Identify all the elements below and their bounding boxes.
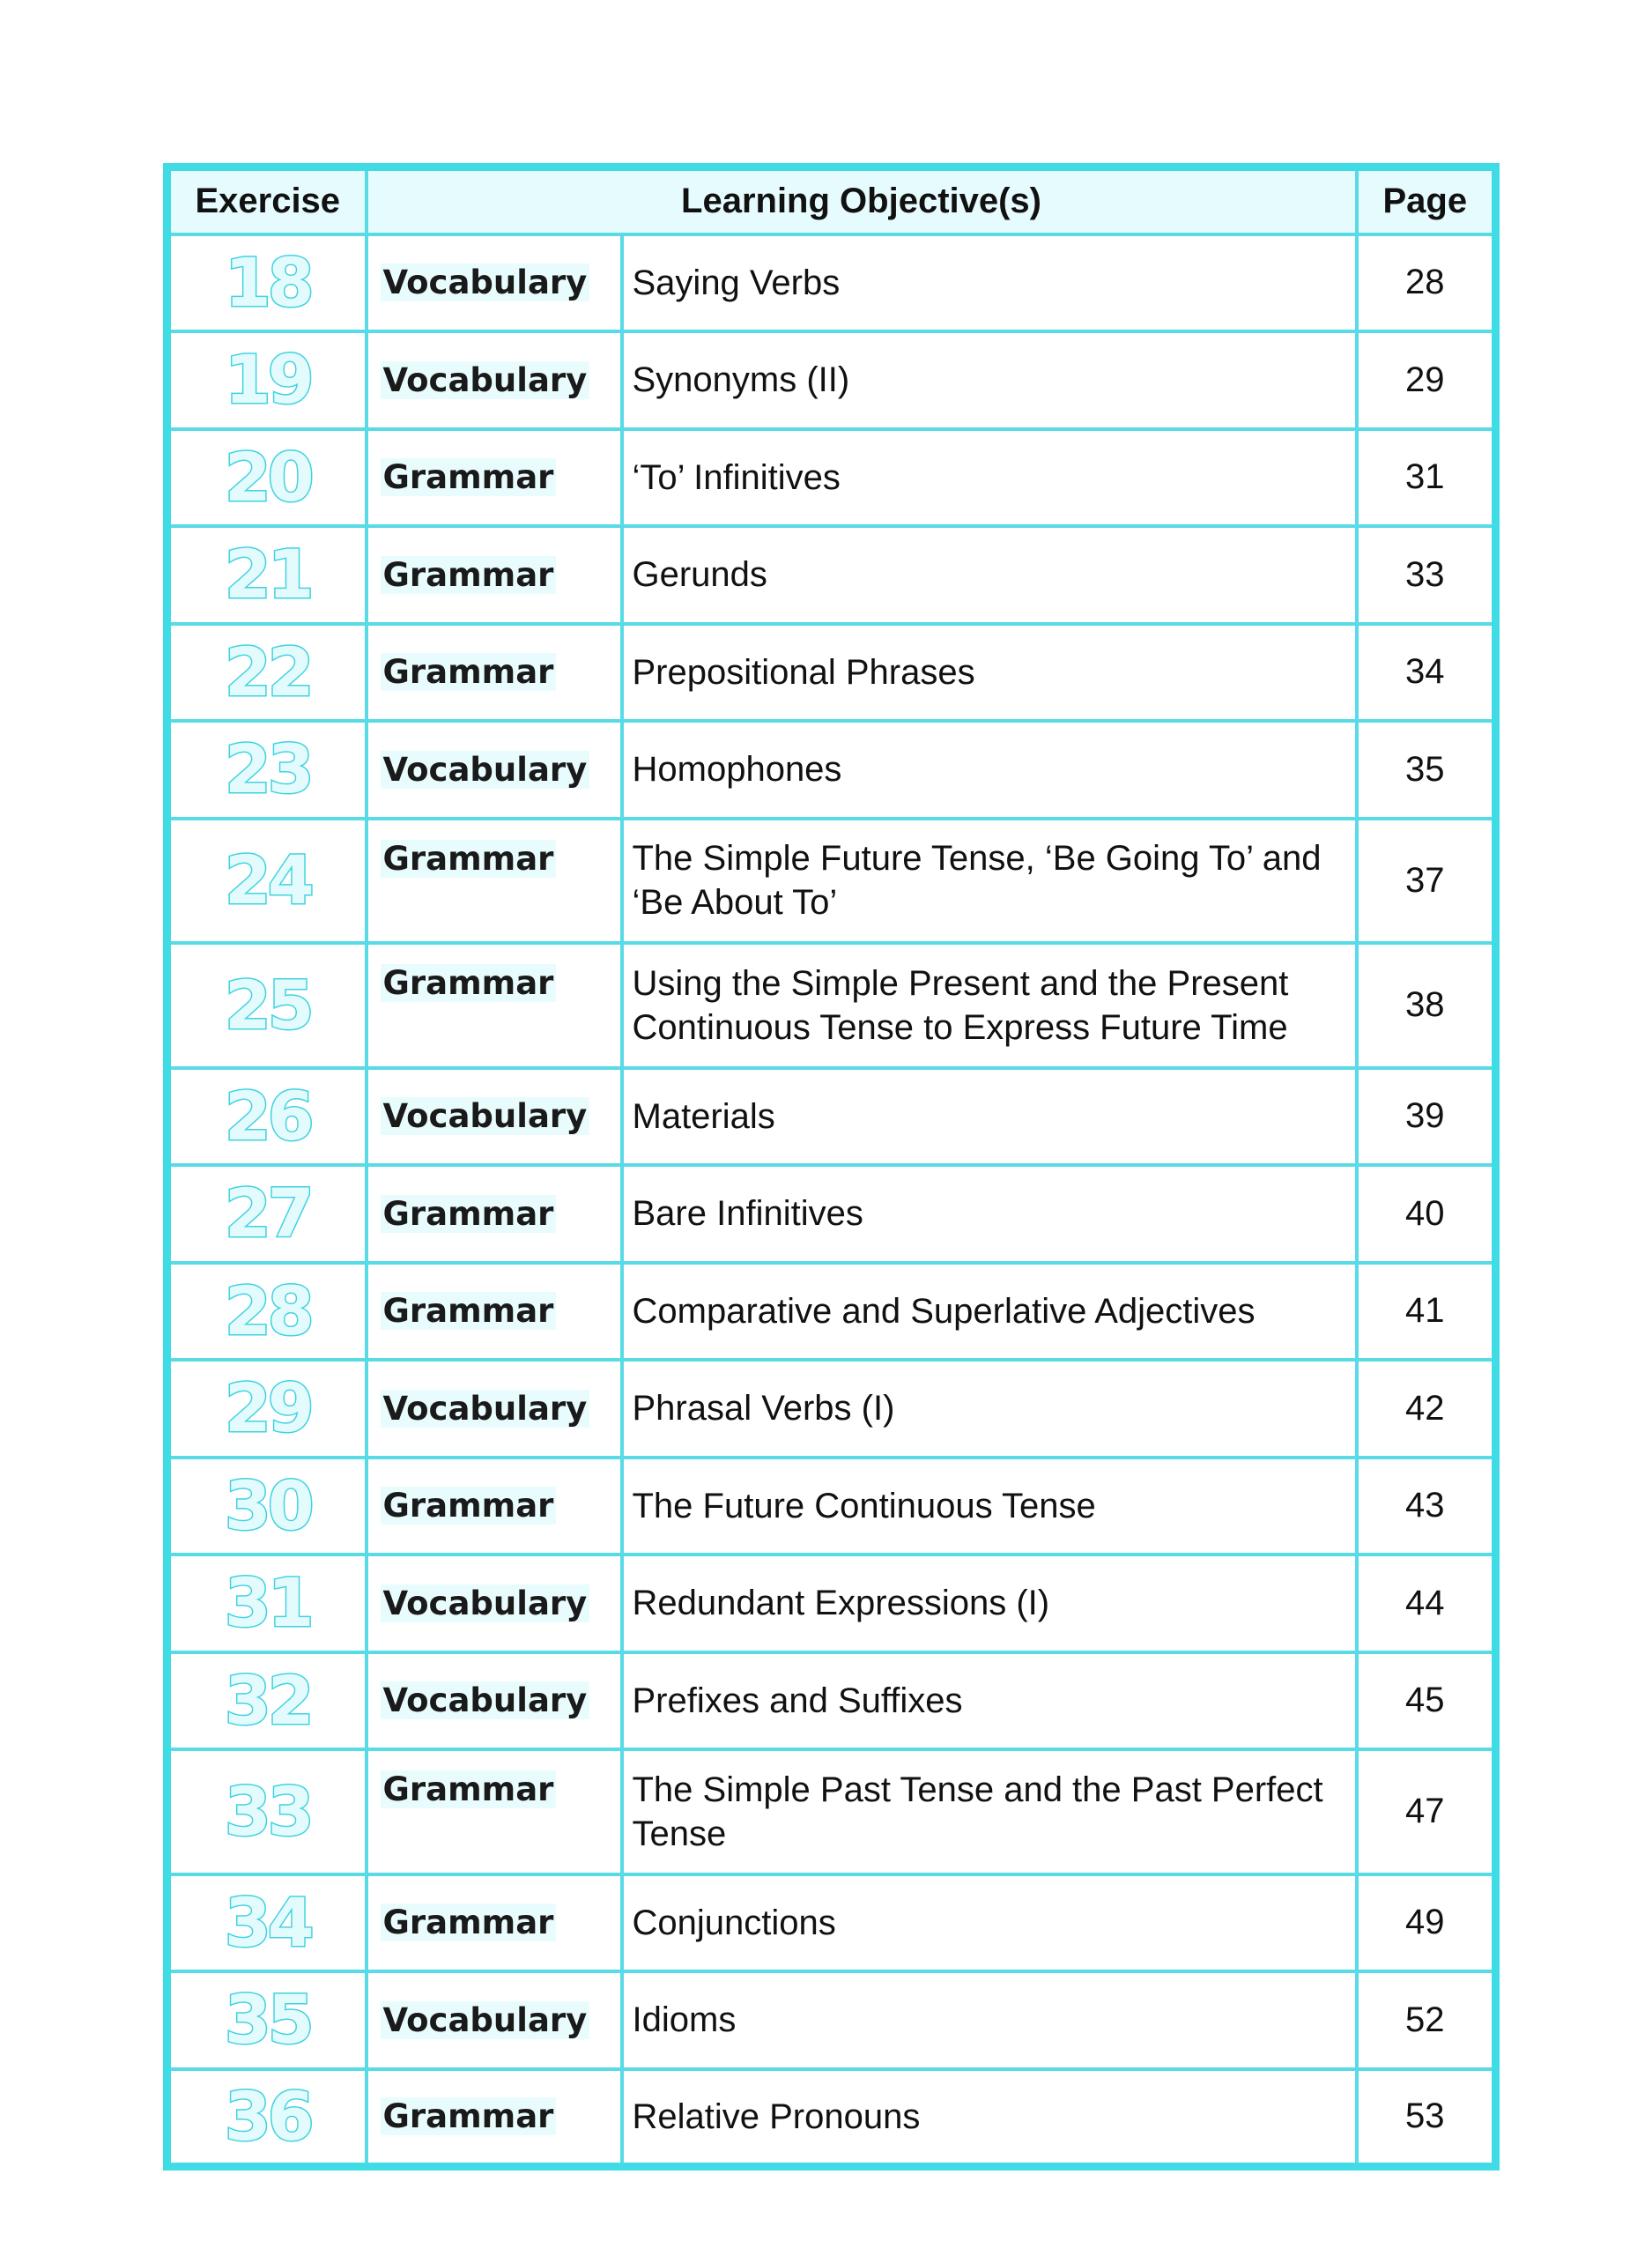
header-learning-objectives: Learning Objective(s) xyxy=(367,167,1357,234)
table-row xyxy=(167,721,1496,819)
table-row xyxy=(167,1749,1496,1874)
page-number: 29 xyxy=(1357,331,1496,429)
table-row xyxy=(167,429,1496,527)
learning-objective: Redundant Expressions (I) xyxy=(622,1555,1357,1652)
exercise-number-cell xyxy=(167,943,367,1068)
exercise-number: 23 xyxy=(224,730,311,809)
table-row xyxy=(167,1971,1496,2069)
category-cell xyxy=(367,1263,622,1361)
exercise-number-cell xyxy=(167,1874,367,1972)
category-label: Grammar xyxy=(381,653,557,691)
category-label: Vocabulary xyxy=(381,1584,590,1622)
category-cell xyxy=(367,1874,622,1972)
exercise-number-cell xyxy=(167,526,367,624)
exercise-number: 22 xyxy=(224,632,311,711)
page-number: 35 xyxy=(1357,721,1496,819)
table-row xyxy=(167,943,1496,1068)
exercise-number-cell xyxy=(167,1458,367,1555)
category-cell xyxy=(367,721,622,819)
page-number: 49 xyxy=(1357,1874,1496,1972)
page-number: 47 xyxy=(1357,1749,1496,1874)
exercise-number-cell xyxy=(167,1263,367,1361)
page-number: 45 xyxy=(1357,1652,1496,1750)
category-cell xyxy=(367,331,622,429)
table-row xyxy=(167,624,1496,722)
exercise-number: 30 xyxy=(224,1466,311,1545)
category-cell xyxy=(367,2069,622,2167)
category-label: Vocabulary xyxy=(381,751,590,789)
category-label: Grammar xyxy=(381,458,557,496)
learning-objective: Synonyms (II) xyxy=(622,331,1357,429)
contents-table xyxy=(163,163,1500,2171)
category-label: Grammar xyxy=(381,964,557,1002)
category-cell xyxy=(367,1458,622,1555)
page-number: 40 xyxy=(1357,1165,1496,1263)
category-label: Grammar xyxy=(381,1770,557,1808)
learning-objective: The Simple Past Tense and the Past Perfect Tense xyxy=(622,1749,1357,1874)
learning-objective: Prefixes and Suffixes xyxy=(622,1652,1357,1750)
learning-objective: Using the Simple Present and the Present Continuous Tense to Express Future Time xyxy=(622,943,1357,1068)
table-row xyxy=(167,1874,1496,1972)
exercise-number-cell xyxy=(167,1749,367,1874)
header-row xyxy=(167,167,1496,234)
category-label: Vocabulary xyxy=(381,1390,590,1428)
table-row xyxy=(167,1263,1496,1361)
exercise-number-cell xyxy=(167,234,367,332)
exercise-number-cell xyxy=(167,624,367,722)
exercise-number: 24 xyxy=(224,841,311,920)
table-header xyxy=(167,167,1496,234)
category-cell xyxy=(367,234,622,332)
category-label: Grammar xyxy=(381,1195,557,1233)
category-label: Grammar xyxy=(381,840,557,878)
table-row xyxy=(167,234,1496,332)
page-number: 52 xyxy=(1357,1971,1496,2069)
exercise-number-cell xyxy=(167,1165,367,1263)
exercise-number-cell xyxy=(167,721,367,819)
exercise-number-cell xyxy=(167,1652,367,1750)
page-number: 39 xyxy=(1357,1068,1496,1166)
category-label: Grammar xyxy=(381,1292,557,1330)
page-number: 38 xyxy=(1357,943,1496,1068)
category-cell xyxy=(367,1971,622,2069)
learning-objective: Comparative and Superlative Adjectives xyxy=(622,1263,1357,1361)
page-number: 34 xyxy=(1357,624,1496,722)
category-cell xyxy=(367,1165,622,1263)
page-number: 43 xyxy=(1357,1458,1496,1555)
exercise-number-cell xyxy=(167,331,367,429)
page-number: 33 xyxy=(1357,526,1496,624)
table-row xyxy=(167,819,1496,944)
category-cell xyxy=(367,1749,622,1874)
table-body xyxy=(167,234,1496,2167)
learning-objective: Homophones xyxy=(622,721,1357,819)
exercise-number: 34 xyxy=(224,1882,311,1962)
exercise-number: 33 xyxy=(224,1771,311,1851)
learning-objective: ‘To’ Infinitives xyxy=(622,429,1357,527)
page-number: 28 xyxy=(1357,234,1496,332)
page-number: 41 xyxy=(1357,1263,1496,1361)
table-row xyxy=(167,1165,1496,1263)
exercise-number: 32 xyxy=(224,1660,311,1740)
header-exercise: Exercise xyxy=(167,167,367,234)
category-label: Grammar xyxy=(381,2097,557,2135)
learning-objective: Prepositional Phrases xyxy=(622,624,1357,722)
category-cell xyxy=(367,526,622,624)
page-number: 53 xyxy=(1357,2069,1496,2167)
learning-objective: Idioms xyxy=(622,1971,1357,2069)
category-cell xyxy=(367,819,622,944)
category-label: Vocabulary xyxy=(381,263,590,301)
page-number: 31 xyxy=(1357,429,1496,527)
category-label: Vocabulary xyxy=(381,2001,590,2039)
exercise-number-cell xyxy=(167,1068,367,1166)
exercise-number-cell xyxy=(167,1360,367,1458)
learning-objective: Relative Pronouns xyxy=(622,2069,1357,2167)
category-cell xyxy=(367,1555,622,1652)
category-label: Vocabulary xyxy=(381,1097,590,1135)
table-row xyxy=(167,1360,1496,1458)
learning-objective: The Simple Future Tense, ‘Be Going To’ and ‘Be About To’ xyxy=(622,819,1357,944)
learning-objective: Saying Verbs xyxy=(622,234,1357,332)
exercise-number-cell xyxy=(167,819,367,944)
table-row xyxy=(167,526,1496,624)
category-cell xyxy=(367,943,622,1068)
exercise-number: 31 xyxy=(224,1563,311,1643)
category-label: Grammar xyxy=(381,556,557,594)
exercise-number: 18 xyxy=(224,242,311,322)
exercise-number-cell xyxy=(167,429,367,527)
exercise-number-cell xyxy=(167,1555,367,1652)
exercise-number: 35 xyxy=(224,1980,311,2059)
exercise-number: 36 xyxy=(224,2076,311,2156)
table-row xyxy=(167,2069,1496,2167)
category-label: Grammar xyxy=(381,1487,557,1525)
learning-objective: Bare Infinitives xyxy=(622,1165,1357,1263)
exercise-number-cell xyxy=(167,2069,367,2167)
exercise-number: 25 xyxy=(224,965,311,1044)
category-cell xyxy=(367,624,622,722)
table-row xyxy=(167,1458,1496,1555)
learning-objective: Materials xyxy=(622,1068,1357,1166)
page-number: 37 xyxy=(1357,819,1496,944)
header-page: Page xyxy=(1357,167,1496,234)
table-row xyxy=(167,1068,1496,1166)
exercise-number: 19 xyxy=(224,340,311,419)
page-number: 42 xyxy=(1357,1360,1496,1458)
learning-objective: Gerunds xyxy=(622,526,1357,624)
category-cell xyxy=(367,1652,622,1750)
exercise-number: 27 xyxy=(224,1174,311,1253)
table-row xyxy=(167,1555,1496,1652)
category-cell xyxy=(367,1068,622,1166)
learning-objective: Phrasal Verbs (I) xyxy=(622,1360,1357,1458)
table-row xyxy=(167,1652,1496,1750)
exercise-number: 28 xyxy=(224,1271,311,1350)
category-label: Vocabulary xyxy=(381,361,590,399)
exercise-number: 29 xyxy=(224,1369,311,1448)
table-row xyxy=(167,331,1496,429)
exercise-number: 20 xyxy=(224,437,311,516)
category-label: Grammar xyxy=(381,1904,557,1941)
learning-objective: Conjunctions xyxy=(622,1874,1357,1972)
category-label: Vocabulary xyxy=(381,1681,590,1719)
category-cell xyxy=(367,429,622,527)
category-cell xyxy=(367,1360,622,1458)
exercise-number: 26 xyxy=(224,1076,311,1155)
learning-objective: The Future Continuous Tense xyxy=(622,1458,1357,1555)
exercise-number-cell xyxy=(167,1971,367,2069)
exercise-number: 21 xyxy=(224,535,311,614)
page-number: 44 xyxy=(1357,1555,1496,1652)
